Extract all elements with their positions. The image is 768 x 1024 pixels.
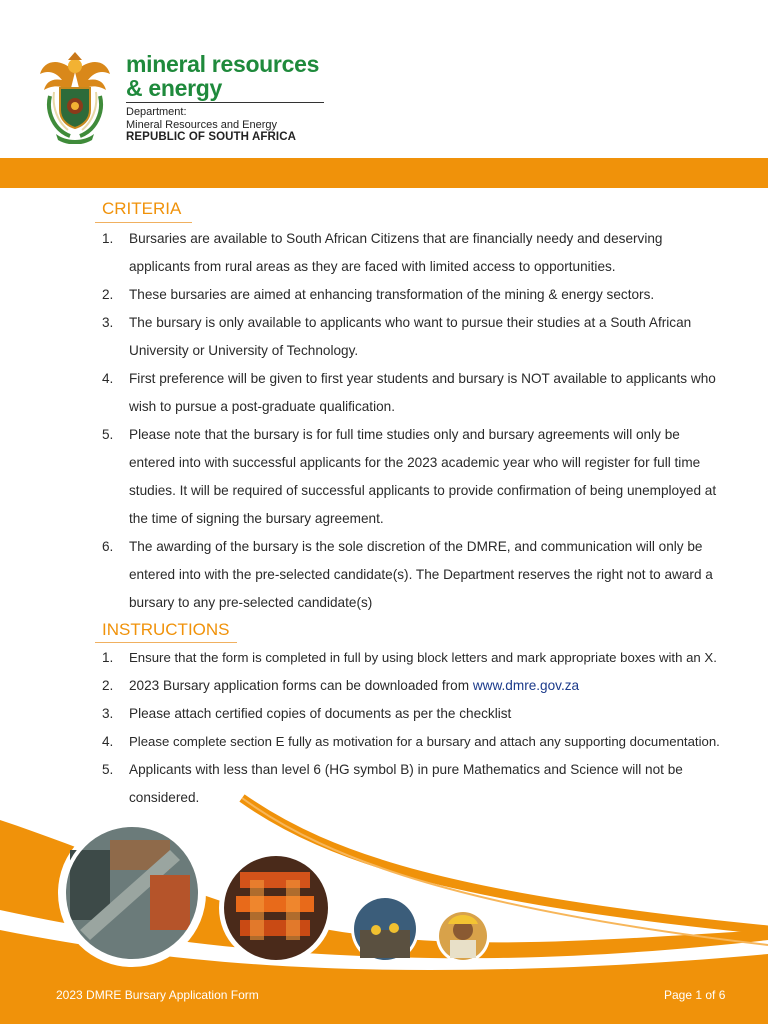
department-name: Mineral Resources and Energy <box>126 118 278 131</box>
instruction-item <box>100 700 720 728</box>
coat-of-arms-logo <box>38 52 112 144</box>
criteria-text-line: These bursaries are aimed at enhancing transformation of the mining & energy sectors. <box>129 287 655 302</box>
brand-name-line1: mineral resources <box>126 51 320 77</box>
instruction-item <box>100 644 720 672</box>
criteria-heading: CRITERIA <box>102 199 182 218</box>
brand-name-line2: & energy <box>126 75 223 101</box>
brand-block <box>126 51 320 143</box>
brand-divider <box>126 102 324 103</box>
criteria-item <box>100 421 720 533</box>
criteria-text-line: The awarding of the bursary is the sole discretion of the DMRE, and communication will only be <box>129 539 703 554</box>
instruction-text: Please complete section E fully as motivation for a bursary and attach any supporting documentation. <box>129 734 720 749</box>
website-link[interactable]: www.dmre.gov.za <box>472 678 580 693</box>
criteria-text-line: University or University of Technology. <box>129 343 359 358</box>
criteria-text-line: First preference will be given to first year students and bursary is NOT available to applicants who <box>129 371 716 386</box>
instructions-heading-underline <box>95 642 237 643</box>
instruction-text-line: Applicants with less than level 6 (HG symbol B) in pure Mathematics and Science will not be <box>129 762 683 777</box>
footer-page-number: Page 1 of 6 <box>664 988 726 1002</box>
instruction-item <box>100 672 720 700</box>
list-number: 2. <box>102 287 114 302</box>
list-number: 1. <box>102 231 114 246</box>
list-number: 5. <box>102 762 114 777</box>
footer-form-title: 2023 DMRE Bursary Application Form <box>56 988 259 1002</box>
instructions-heading: INSTRUCTIONS <box>102 620 230 639</box>
criteria-text-line: wish to pursue a post-graduate qualification. <box>129 399 395 414</box>
instruction-text: Please attach certified copies of documents as per the checklist <box>129 706 512 721</box>
criteria-heading-underline <box>95 222 192 223</box>
mining-photo-circle-1 <box>58 819 206 967</box>
criteria-item <box>100 225 720 281</box>
department-block <box>126 106 296 144</box>
list-number: 5. <box>102 427 114 442</box>
criteria-text-line: applicants from rural areas as they are faced with limited access to opportunities. <box>129 259 616 274</box>
list-number: 3. <box>102 315 114 330</box>
criteria-text-line: Please note that the bursary is for full time studies only and bursary agreements will only be <box>129 427 680 442</box>
criteria-item <box>100 365 720 421</box>
page-header <box>0 0 768 158</box>
criteria-text-line: the time of signing the bursary agreement. <box>129 511 384 526</box>
criteria-text-line: entered into with the pre-selected candidate(s). The Department reserves the right not to award a <box>129 567 713 582</box>
country-name: REPUBLIC OF SOUTH AFRICA <box>126 131 296 143</box>
criteria-text-line: studies. It will be required of successful applicants to provide confirmation of being unemployed at <box>129 483 717 498</box>
worker-portrait-circle <box>436 909 490 963</box>
criteria-list <box>100 225 720 617</box>
criteria-text-line: The bursary is only available to applicants who want to pursue their studies at a South African <box>129 315 692 330</box>
workers-photo-circle <box>351 895 419 963</box>
list-number: 2. <box>102 678 114 693</box>
department-label: Department: <box>126 106 187 118</box>
list-number: 1. <box>102 650 114 665</box>
instruction-item <box>100 728 720 756</box>
list-number: 4. <box>102 371 114 386</box>
list-number: 3. <box>102 706 114 721</box>
criteria-item <box>100 281 720 309</box>
list-number: 6. <box>102 539 114 554</box>
criteria-text-line: entered into with successful applicants for the 2023 academic year who will register for full time <box>129 455 701 470</box>
criteria-item <box>100 309 720 365</box>
list-number: 4. <box>102 734 114 749</box>
instruction-text: 2023 Bursary application forms can be downloaded from <box>129 678 473 693</box>
instruction-text: Ensure that the form is completed in full by using block letters and mark appropriate boxes with an X. <box>129 650 717 665</box>
furnace-photo-circle <box>219 851 333 965</box>
criteria-item <box>100 533 720 617</box>
header-orange-bar <box>0 158 768 188</box>
criteria-text-line: Bursaries are available to South African Citizens that are financially needy and deserving <box>129 231 663 246</box>
instruction-text-line: considered. <box>129 790 200 805</box>
criteria-text-line: bursary to any pre-selected candidate(s) <box>129 595 373 610</box>
